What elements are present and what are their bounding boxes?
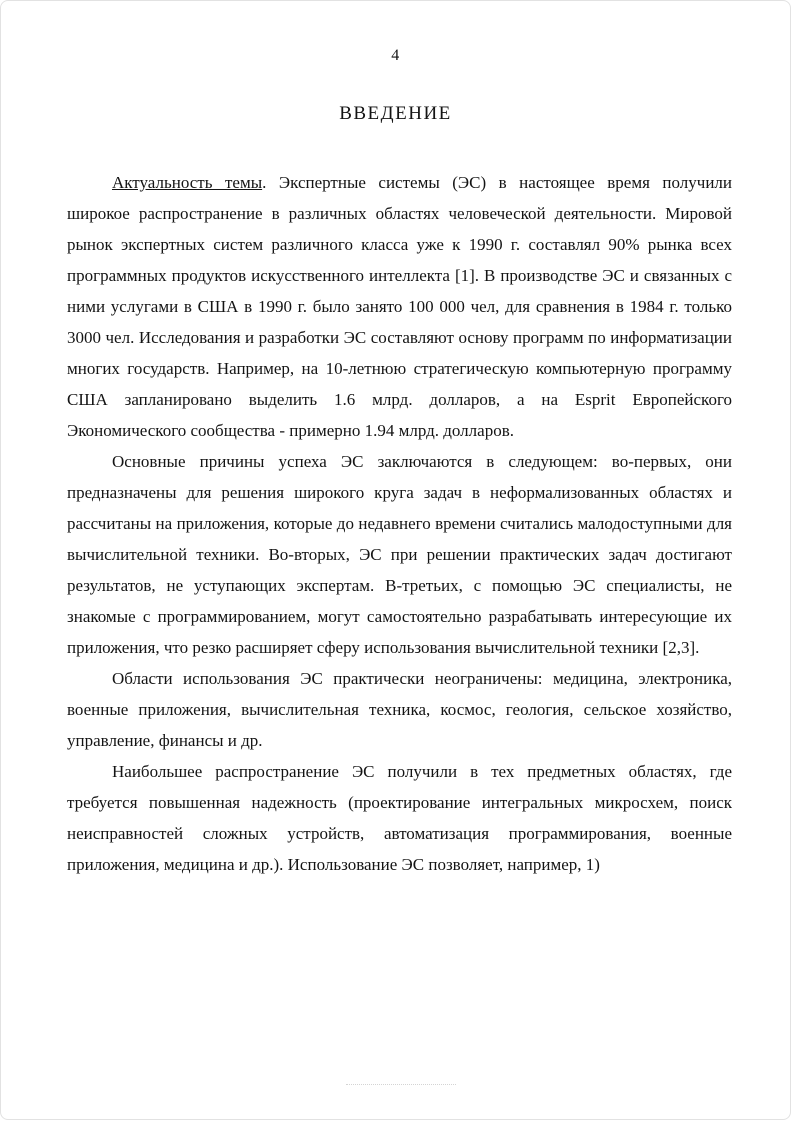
paragraph-application-areas [67, 663, 732, 756]
body-text-block [67, 167, 732, 880]
paragraph-lead-underlined: Актуальность темы [112, 173, 263, 192]
paragraph-intro [67, 167, 732, 446]
paragraph-reasons [67, 446, 732, 663]
paragraph-usage-domains [67, 756, 732, 880]
paragraph-text: . Экспертные системы (ЭС) в настоящее время получили широкое распространение в различных областях человеческой деятельности. Мировой рынок экспертных систем различного класса уже к 1990 г. составлял 90% рынка всех программных продуктов искусственного интеллекта [1]. В производстве ЭС и связанных с ними услугами в США в 1990 г. было занято 100 000 чел, для сравнения в 1984 г. только 3000 чел. Исследования и разработки ЭС составляют основу программ по информатизации многих государств. Например, на 10-летнюю стратегическую компьютерную программу США запланировано выделить 1.6 млрд. долларов, а на Esprit Европейского Экономического сообщества - примерно 1.94 млрд. долларов. [67, 173, 732, 440]
document-title: ВВЕДЕНИЕ [339, 103, 452, 124]
scan-artifact-line [346, 1084, 456, 1085]
paragraph-text: Области использования ЭС практически неограничены: медицина, электроника, военные приложения, вычислительная техника, космос, геология, сельское хозяйство, управление, финансы и др. [67, 669, 732, 750]
paragraph-text: Основные причины успеха ЭС заключаются в следующем: во-первых, они предназначены для решения широкого круга задач в неформализованных областях и рассчитаны на приложения, которые до недавнего времени считались малодоступными для вычислительной техники. Во-вторых, ЭС при решении практических задач достигают результатов, не уступающих экспертам. В-третьих, с помощью ЭС специалисты, не знакомые с программированием, могут самостоятельно разрабатывать интересующие их приложения, что резко расширяет сферу использования вычислительной техники [2,3]. [67, 452, 732, 657]
page-number: 4 [391, 47, 400, 64]
paragraph-text: Наибольшее распространение ЭС получили в тех предметных областях, где требуется повышенная надежность (проектирование интегральных микросхем, поиск неисправностей сложных устройств, автоматизация программирования, военные приложения, медицина и др.). Использование ЭС позволяет, например, 1) [67, 762, 732, 874]
